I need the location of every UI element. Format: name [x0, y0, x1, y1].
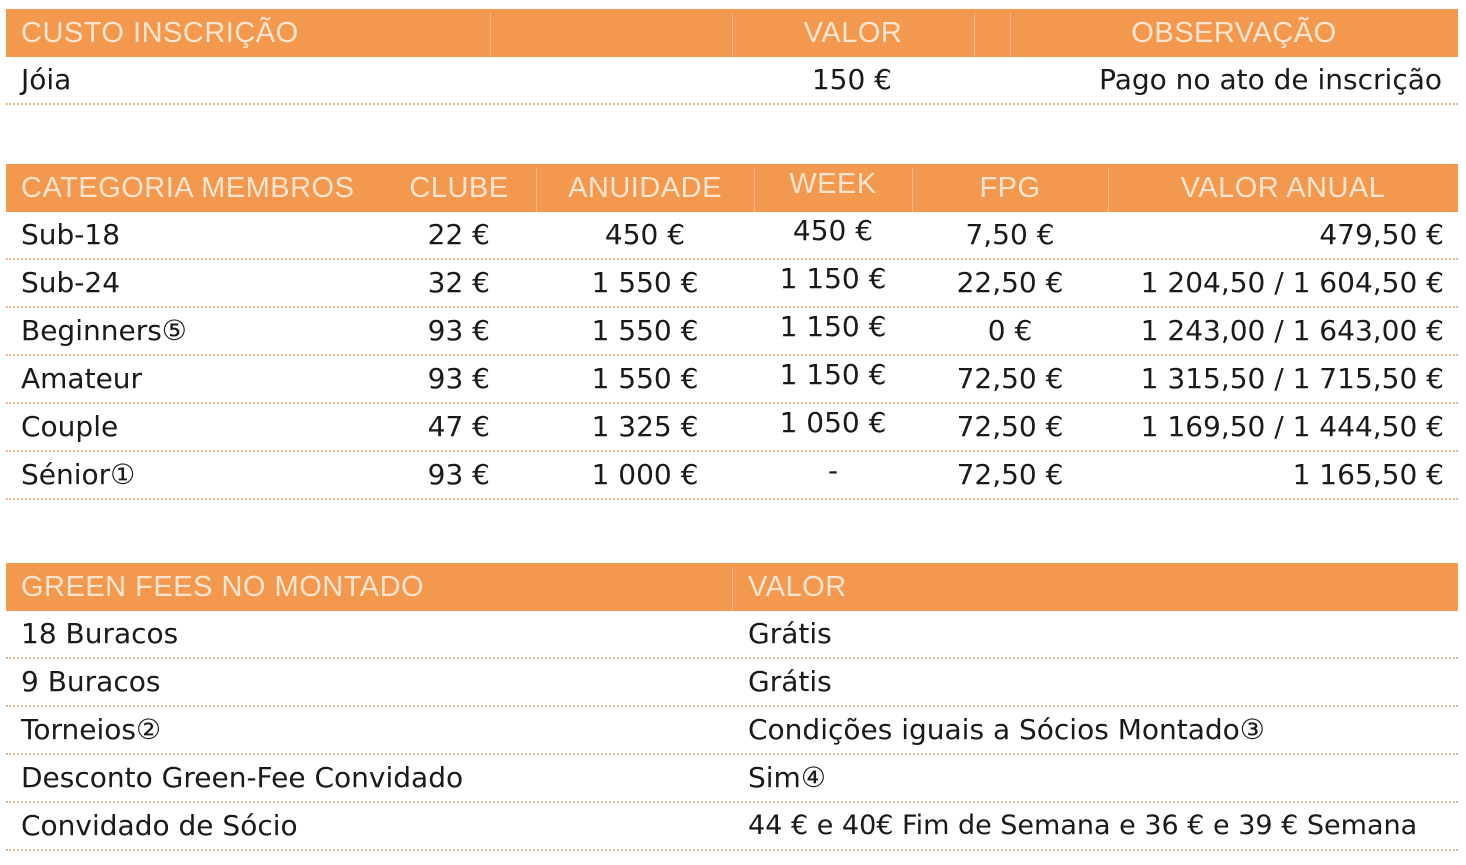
green-fee-item: Convidado de Sócio	[21, 809, 298, 842]
membros-fpg: 0 €	[987, 314, 1033, 347]
table-row	[6, 803, 1458, 851]
membros-anuidade: 1 550 €	[591, 266, 699, 299]
header-divider	[732, 567, 733, 611]
inscricao-observacao: Pago no ato de inscrição	[1099, 63, 1442, 96]
membros-week: 450 €	[792, 214, 874, 247]
green-fee-item: 9 Buracos	[21, 665, 161, 698]
table-row	[6, 260, 1458, 308]
membros-valor-anual: 1 243,00 / 1 643,00 €	[1140, 314, 1444, 347]
header-divider	[490, 13, 491, 57]
membros-clube: 22 €	[427, 218, 490, 251]
membros-fpg: 72,50 €	[956, 362, 1064, 395]
green-fee-valor: 44 € e 40€ Fim de Semana e 36 € e 39 € Semana	[748, 810, 1418, 841]
header-valor: VALOR	[803, 17, 903, 49]
header-valor: VALOR	[748, 571, 847, 603]
membros-anuidade: 1 550 €	[591, 362, 699, 395]
header-week: WEEK	[789, 168, 877, 200]
table-row	[6, 452, 1458, 500]
table-row	[6, 356, 1458, 404]
header-valor-anual: VALOR ANUAL	[1180, 172, 1386, 204]
membros-clube: 47 €	[427, 410, 490, 443]
membros-valor-anual: 1 169,50 / 1 444,50 €	[1140, 410, 1444, 443]
green-fees-header-row	[6, 563, 1458, 611]
green-fee-valor: Grátis	[748, 617, 832, 650]
membros-anuidade: 450 €	[604, 218, 686, 251]
header-clube: CLUBE	[409, 172, 509, 204]
membros-week: 1 150 €	[779, 310, 887, 343]
table-row	[6, 659, 1458, 707]
membros-valor-anual: 1 204,50 / 1 604,50 €	[1140, 266, 1444, 299]
membros-table	[6, 164, 1458, 500]
table-row	[6, 212, 1458, 260]
membros-week: 1 050 €	[779, 406, 887, 439]
membros-categoria: Couple	[21, 410, 119, 443]
membros-week: -	[827, 454, 839, 487]
membros-clube: 32 €	[427, 266, 490, 299]
header-anuidade: ANUIDADE	[568, 172, 722, 204]
inscricao-header-row	[6, 9, 1458, 57]
green-fee-valor: Grátis	[748, 665, 832, 698]
table-row	[6, 308, 1458, 356]
header-fpg: FPG	[979, 172, 1041, 204]
membros-anuidade: 1 325 €	[591, 410, 699, 443]
table-row	[6, 755, 1458, 803]
membros-anuidade: 1 550 €	[591, 314, 699, 347]
membros-week: 1 150 €	[779, 358, 887, 391]
inscricao-table	[6, 9, 1458, 105]
green-fee-item: Desconto Green-Fee Convidado	[21, 761, 464, 794]
membros-fpg: 72,50 €	[956, 458, 1064, 491]
header-divider	[974, 13, 975, 57]
membros-header-row	[6, 164, 1458, 212]
header-custo-inscricao: CUSTO INSCRIÇÃO	[21, 17, 299, 49]
header-green-fees: GREEN FEES NO MONTADO	[21, 571, 425, 603]
green-fee-valor: Condições iguais a Sócios Montado③	[748, 713, 1265, 746]
membros-categoria: Sub-24	[21, 266, 121, 299]
inscricao-item: Jóia	[21, 63, 72, 96]
membros-fpg: 72,50 €	[956, 410, 1064, 443]
membros-fpg: 22,50 €	[956, 266, 1064, 299]
header-categoria-membros: CATEGORIA MEMBROS	[21, 172, 355, 204]
membros-fpg: 7,50 €	[965, 218, 1055, 251]
membros-valor-anual: 479,50 €	[1319, 218, 1444, 251]
green-fee-item: 18 Buracos	[21, 617, 179, 650]
green-fees-table	[6, 563, 1458, 851]
table-row	[6, 707, 1458, 755]
membros-clube: 93 €	[427, 362, 490, 395]
green-fee-valor: Sim④	[748, 761, 826, 794]
membros-categoria: Sénior①	[21, 458, 136, 491]
membros-week: 1 150 €	[779, 262, 887, 295]
green-fee-item: Torneios②	[21, 713, 162, 746]
table-row	[6, 404, 1458, 452]
membros-categoria: Amateur	[21, 362, 143, 395]
membros-anuidade: 1 000 €	[591, 458, 699, 491]
membros-categoria: Sub-18	[21, 218, 121, 251]
membros-clube: 93 €	[427, 458, 490, 491]
membros-valor-anual: 1 165,50 €	[1292, 458, 1444, 491]
table-row	[6, 611, 1458, 659]
table-row	[6, 57, 1458, 105]
inscricao-valor: 150 €	[811, 63, 892, 96]
header-observacao: OBSERVAÇÃO	[1131, 17, 1337, 49]
membros-clube: 93 €	[427, 314, 490, 347]
membros-categoria: Beginners⑤	[21, 314, 187, 347]
membros-valor-anual: 1 315,50 / 1 715,50 €	[1140, 362, 1444, 395]
